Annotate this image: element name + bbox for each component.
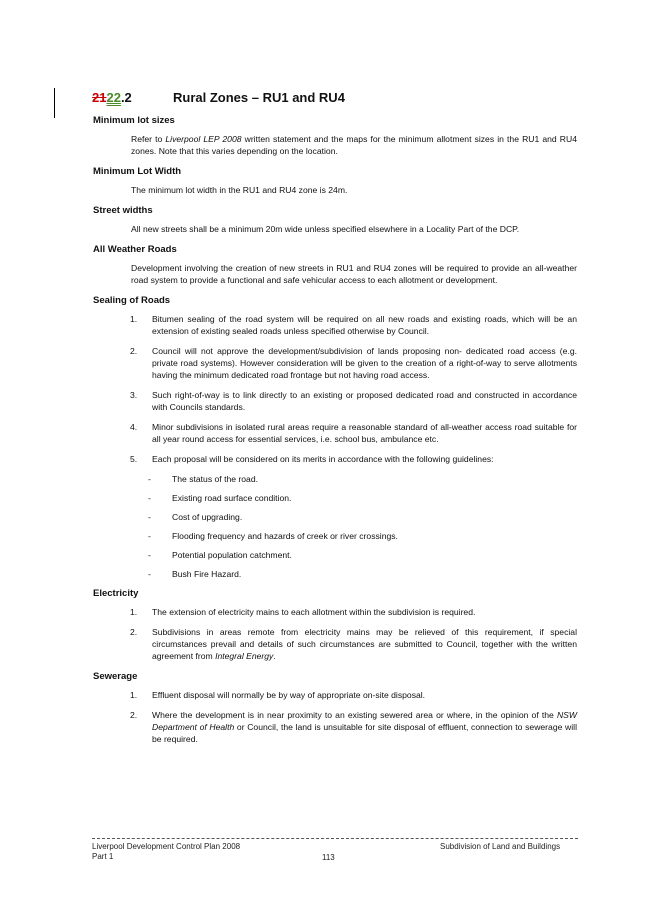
sealing-list (93, 313, 577, 465)
footer-page-number: 113 (322, 853, 335, 862)
paragraph-street-widths: All new streets shall be a minimum 20m wide unless specified elsewhere in a Locality Part of the DCP. (131, 224, 520, 234)
list-item: 5. Each proposal will be considered on its merits in accordance with the following guidelines: (130, 454, 494, 464)
list-item: 1. Bitumen sealing of the road system will be required on all new roads and existing roads, which will be an extension of existing sealed roads unless specified otherwise by Council. (130, 314, 577, 336)
paragraph-all-weather-roads: Development involving the creation of new streets in RU1 and RU4 zones will be required to provide an all-weather road system to provide a functional and safe vehicular access to each allotment or development. (131, 263, 577, 285)
guidelines-list (93, 473, 577, 580)
section-heading (92, 90, 345, 105)
guideline-item: - Flooding frequency and hazards of creek or river crossings. (148, 531, 398, 541)
list-item: 3. Such right-of-way is to link directly to an existing or proposed dedicated road and constructed in accordance with Councils standards. (130, 390, 577, 412)
page-body (93, 114, 577, 753)
paragraph-min-lot-sizes: Refer to Liverpool LEP 2008 written statement and the maps for the minimum allotment sizes in the RU1 and RU4 zones. Note that this varies depending on the location. (131, 134, 577, 156)
list-item: 2. Where the development is in near proximity to an existing sewered area or where, in the opinion of the NSW Department of Health or Council, the land is unsuitable for site disposal of effluent, connection to sewerage will be required. (130, 710, 577, 744)
electricity-list (93, 606, 577, 662)
deleted-section-number: 21 (92, 90, 107, 105)
heading-street-widths: Street widths (93, 205, 153, 216)
paragraph-min-lot-width: The minimum lot width in the RU1 and RU4 zone is 24m. (131, 185, 348, 195)
list-item: 1. Effluent disposal will normally be by way of appropriate on-site disposal. (130, 690, 426, 700)
inserted-section-number: 22 (106, 90, 121, 105)
integral-energy-reference: Integral Energy (215, 651, 274, 661)
list-item: 4. Minor subdivisions in isolated rural areas require a reasonable standard of all-weather access road suitable for all year round access for essential services, i.e. school bus, ambulance etc. (130, 422, 577, 444)
guideline-item: - Potential population catchment. (148, 550, 292, 560)
heading-all-weather-roads: All Weather Roads (93, 244, 177, 255)
guideline-item: - The status of the road. (148, 474, 258, 484)
heading-sealing-of-roads: Sealing of Roads (93, 295, 171, 306)
footer-divider (92, 838, 578, 839)
nsw-health-reference: NSW Department of Health (152, 710, 577, 732)
sewerage-list (93, 689, 577, 745)
section-number-suffix: .2 (120, 90, 132, 105)
liverpool-lep-reference: Liverpool LEP 2008 (165, 134, 242, 144)
heading-sewerage: Sewerage (93, 671, 138, 682)
heading-min-lot-width: Minimum Lot Width (93, 166, 182, 177)
guideline-item: - Cost of upgrading. (148, 512, 243, 522)
section-title: Rural Zones – RU1 and RU4 (173, 90, 345, 105)
list-item: 2. Subdivisions in areas remote from electricity mains may be relieved of this requirement, if special circumstances prevail and details of such circumstances are submitted to Council, together with the written agreement from Integral Energy. (130, 627, 577, 661)
list-item: 1. The extension of electricity mains to each allotment within the subdivision is required. (130, 607, 476, 617)
list-item: 2. Council will not approve the development/subdivision of lands proposing non- dedicated road access (e.g. private road systems). However consideration will be given to the creation of a right-of-way to serve allotments having the minimum dedicated road frontage but not having road access. (130, 346, 577, 380)
heading-min-lot-sizes: Minimum lot sizes (93, 115, 175, 126)
heading-electricity: Electricity (93, 588, 139, 599)
footer-section-title: Subdivision of Land and Buildings (440, 842, 561, 851)
revision-change-bar (54, 88, 55, 118)
guideline-item: - Existing road surface condition. (148, 493, 292, 503)
footer-document-title: Liverpool Development Control Plan 2008 Part 1 (92, 842, 241, 861)
guideline-item: - Bush Fire Hazard. (148, 569, 242, 579)
